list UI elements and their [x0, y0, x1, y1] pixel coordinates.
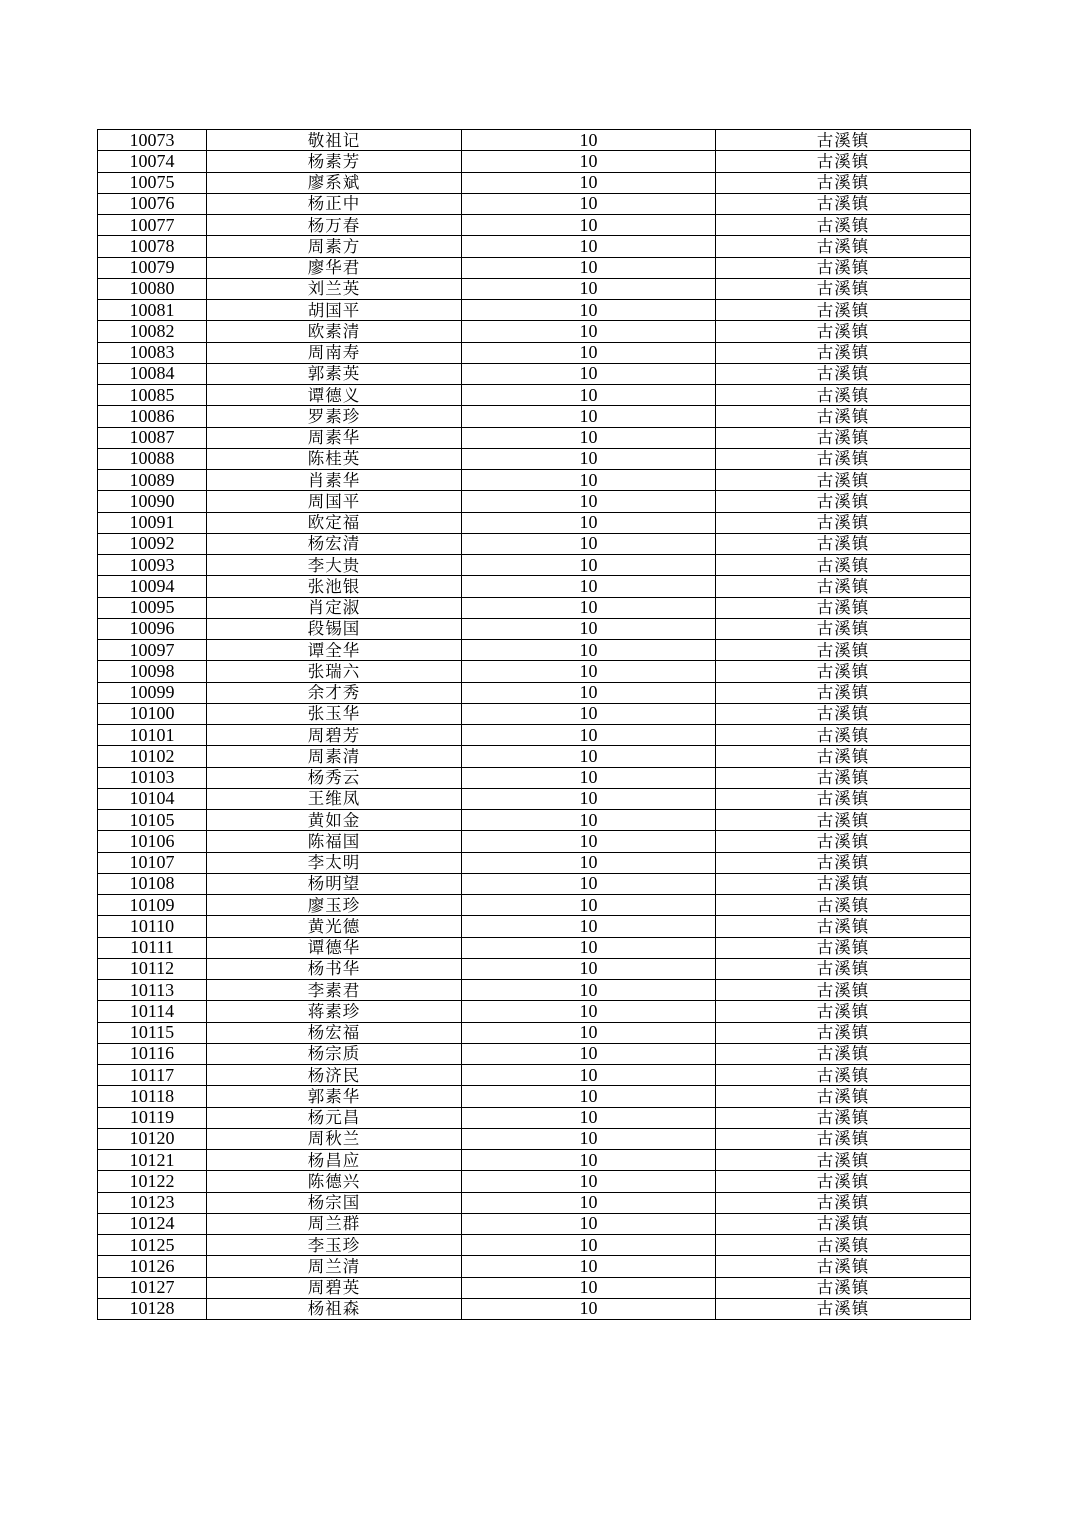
table-row	[98, 725, 971, 746]
name-cell: 陈德兴	[207, 1171, 462, 1192]
name-cell: 周碧英	[207, 1277, 462, 1298]
name-cell: 张池银	[207, 576, 462, 597]
name-cell: 杨正中	[207, 193, 462, 214]
name-cell: 黄光德	[207, 916, 462, 937]
name-cell: 罗素珍	[207, 406, 462, 427]
town-cell: 古溪镇	[716, 236, 971, 257]
name-cell: 周兰群	[207, 1213, 462, 1234]
table-row	[98, 916, 971, 937]
table-row	[98, 597, 971, 618]
name-cell: 王维凤	[207, 788, 462, 809]
town-cell: 古溪镇	[716, 555, 971, 576]
table-row	[98, 852, 971, 873]
amount-cell: 10	[462, 576, 716, 597]
table-row	[98, 257, 971, 278]
amount-cell: 10	[462, 873, 716, 894]
record-id-cell: 10107	[98, 852, 207, 873]
record-id-cell: 10098	[98, 661, 207, 682]
amount-cell: 10	[462, 130, 716, 151]
amount-cell: 10	[462, 172, 716, 193]
table-row	[98, 831, 971, 852]
town-cell: 古溪镇	[716, 1065, 971, 1086]
amount-cell: 10	[462, 555, 716, 576]
record-id-cell: 10088	[98, 448, 207, 469]
town-cell: 古溪镇	[716, 1171, 971, 1192]
name-cell: 肖素华	[207, 470, 462, 491]
table-row	[98, 385, 971, 406]
name-cell: 杨宗质	[207, 1043, 462, 1064]
table-row	[98, 1128, 971, 1149]
amount-cell: 10	[462, 321, 716, 342]
town-cell: 古溪镇	[716, 576, 971, 597]
name-cell: 杨宏清	[207, 533, 462, 554]
town-cell: 古溪镇	[716, 172, 971, 193]
record-id-cell: 10105	[98, 810, 207, 831]
name-cell: 杨昌应	[207, 1150, 462, 1171]
record-id-cell: 10101	[98, 725, 207, 746]
record-id-cell: 10126	[98, 1256, 207, 1277]
record-id-cell: 10073	[98, 130, 207, 151]
table-row	[98, 937, 971, 958]
town-cell: 古溪镇	[716, 321, 971, 342]
amount-cell: 10	[462, 533, 716, 554]
town-cell: 古溪镇	[716, 873, 971, 894]
town-cell: 古溪镇	[716, 1235, 971, 1256]
table-row	[98, 342, 971, 363]
town-cell: 古溪镇	[716, 916, 971, 937]
name-cell: 余才秀	[207, 682, 462, 703]
record-id-cell: 10078	[98, 236, 207, 257]
name-cell: 廖玉珍	[207, 895, 462, 916]
table-row	[98, 810, 971, 831]
town-cell: 古溪镇	[716, 491, 971, 512]
record-id-cell: 10099	[98, 682, 207, 703]
record-id-cell: 10106	[98, 831, 207, 852]
record-id-cell: 10091	[98, 512, 207, 533]
amount-cell: 10	[462, 1150, 716, 1171]
amount-cell: 10	[462, 1171, 716, 1192]
record-id-cell: 10081	[98, 300, 207, 321]
name-cell: 周兰清	[207, 1256, 462, 1277]
table-row	[98, 406, 971, 427]
table-row	[98, 980, 971, 1001]
town-cell: 古溪镇	[716, 448, 971, 469]
record-id-cell: 10122	[98, 1171, 207, 1192]
record-id-cell: 10083	[98, 342, 207, 363]
table-row	[98, 151, 971, 172]
name-cell: 周素方	[207, 236, 462, 257]
record-id-cell: 10119	[98, 1107, 207, 1128]
name-cell: 周秋兰	[207, 1128, 462, 1149]
amount-cell: 10	[462, 342, 716, 363]
table-row	[98, 788, 971, 809]
table-row	[98, 1150, 971, 1171]
table-row	[98, 1277, 971, 1298]
record-id-cell: 10110	[98, 916, 207, 937]
town-cell: 古溪镇	[716, 512, 971, 533]
amount-cell: 10	[462, 1001, 716, 1022]
town-cell: 古溪镇	[716, 1277, 971, 1298]
amount-cell: 10	[462, 1107, 716, 1128]
name-cell: 周素华	[207, 427, 462, 448]
town-cell: 古溪镇	[716, 278, 971, 299]
town-cell: 古溪镇	[716, 1022, 971, 1043]
name-cell: 张瑞六	[207, 661, 462, 682]
amount-cell: 10	[462, 895, 716, 916]
table-row	[98, 491, 971, 512]
amount-cell: 10	[462, 640, 716, 661]
amount-cell: 10	[462, 512, 716, 533]
table-row	[98, 1256, 971, 1277]
record-id-cell: 10086	[98, 406, 207, 427]
table-row	[98, 873, 971, 894]
record-id-cell: 10116	[98, 1043, 207, 1064]
record-id-cell: 10118	[98, 1086, 207, 1107]
town-cell: 古溪镇	[716, 151, 971, 172]
table-row	[98, 618, 971, 639]
name-cell: 蒋素珍	[207, 1001, 462, 1022]
record-id-cell: 10109	[98, 895, 207, 916]
table-row	[98, 533, 971, 554]
name-cell: 杨明望	[207, 873, 462, 894]
amount-cell: 10	[462, 193, 716, 214]
record-id-cell: 10095	[98, 597, 207, 618]
town-cell: 古溪镇	[716, 895, 971, 916]
town-cell: 古溪镇	[716, 1128, 971, 1149]
record-id-cell: 10074	[98, 151, 207, 172]
table-row	[98, 1235, 971, 1256]
town-cell: 古溪镇	[716, 193, 971, 214]
record-id-cell: 10127	[98, 1277, 207, 1298]
record-id-cell: 10113	[98, 980, 207, 1001]
table-row	[98, 661, 971, 682]
amount-cell: 10	[462, 448, 716, 469]
name-cell: 欧定福	[207, 512, 462, 533]
name-cell: 杨宗国	[207, 1192, 462, 1213]
table-row	[98, 448, 971, 469]
record-id-cell: 10084	[98, 363, 207, 384]
name-cell: 陈桂英	[207, 448, 462, 469]
amount-cell: 10	[462, 236, 716, 257]
record-id-cell: 10093	[98, 555, 207, 576]
town-cell: 古溪镇	[716, 618, 971, 639]
amount-cell: 10	[462, 1256, 716, 1277]
amount-cell: 10	[462, 788, 716, 809]
amount-cell: 10	[462, 491, 716, 512]
town-cell: 古溪镇	[716, 1150, 971, 1171]
record-id-cell: 10104	[98, 788, 207, 809]
town-cell: 古溪镇	[716, 1086, 971, 1107]
amount-cell: 10	[462, 661, 716, 682]
record-id-cell: 10076	[98, 193, 207, 214]
record-id-cell: 10085	[98, 385, 207, 406]
name-cell: 李素君	[207, 980, 462, 1001]
record-id-cell: 10092	[98, 533, 207, 554]
amount-cell: 10	[462, 406, 716, 427]
name-cell: 刘兰英	[207, 278, 462, 299]
name-cell: 廖华君	[207, 257, 462, 278]
table-row	[98, 767, 971, 788]
record-id-cell: 10080	[98, 278, 207, 299]
table-row	[98, 703, 971, 724]
record-id-cell: 10087	[98, 427, 207, 448]
amount-cell: 10	[462, 215, 716, 236]
amount-cell: 10	[462, 703, 716, 724]
table-row	[98, 130, 971, 151]
amount-cell: 10	[462, 767, 716, 788]
table-row	[98, 1298, 971, 1319]
table-row	[98, 958, 971, 979]
table-row	[98, 1043, 971, 1064]
record-id-cell: 10121	[98, 1150, 207, 1171]
record-id-cell: 10075	[98, 172, 207, 193]
name-cell: 张玉华	[207, 703, 462, 724]
record-id-cell: 10102	[98, 746, 207, 767]
name-cell: 敬祖记	[207, 130, 462, 151]
table-row	[98, 363, 971, 384]
town-cell: 古溪镇	[716, 980, 971, 1001]
table-row	[98, 555, 971, 576]
record-id-cell: 10089	[98, 470, 207, 491]
roster-body	[98, 130, 971, 1320]
town-cell: 古溪镇	[716, 1256, 971, 1277]
record-id-cell: 10112	[98, 958, 207, 979]
table-row	[98, 193, 971, 214]
name-cell: 杨素芳	[207, 151, 462, 172]
name-cell: 杨祖森	[207, 1298, 462, 1319]
name-cell: 李太明	[207, 852, 462, 873]
name-cell: 周碧芳	[207, 725, 462, 746]
record-id-cell: 10082	[98, 321, 207, 342]
town-cell: 古溪镇	[716, 300, 971, 321]
name-cell: 李大贵	[207, 555, 462, 576]
amount-cell: 10	[462, 278, 716, 299]
name-cell: 谭德义	[207, 385, 462, 406]
amount-cell: 10	[462, 746, 716, 767]
record-id-cell: 10097	[98, 640, 207, 661]
table-row	[98, 278, 971, 299]
table-row	[98, 895, 971, 916]
record-id-cell: 10103	[98, 767, 207, 788]
town-cell: 古溪镇	[716, 597, 971, 618]
amount-cell: 10	[462, 151, 716, 172]
name-cell: 杨书华	[207, 958, 462, 979]
town-cell: 古溪镇	[716, 725, 971, 746]
amount-cell: 10	[462, 852, 716, 873]
record-id-cell: 10125	[98, 1235, 207, 1256]
amount-cell: 10	[462, 831, 716, 852]
record-id-cell: 10111	[98, 937, 207, 958]
name-cell: 杨元昌	[207, 1107, 462, 1128]
record-id-cell: 10124	[98, 1213, 207, 1234]
amount-cell: 10	[462, 810, 716, 831]
record-id-cell: 10100	[98, 703, 207, 724]
table-row	[98, 640, 971, 661]
amount-cell: 10	[462, 1235, 716, 1256]
name-cell: 郭素英	[207, 363, 462, 384]
record-id-cell: 10077	[98, 215, 207, 236]
town-cell: 古溪镇	[716, 958, 971, 979]
amount-cell: 10	[462, 937, 716, 958]
record-id-cell: 10094	[98, 576, 207, 597]
town-cell: 古溪镇	[716, 385, 971, 406]
town-cell: 古溪镇	[716, 257, 971, 278]
town-cell: 古溪镇	[716, 1001, 971, 1022]
town-cell: 古溪镇	[716, 342, 971, 363]
record-id-cell: 10117	[98, 1065, 207, 1086]
amount-cell: 10	[462, 1086, 716, 1107]
amount-cell: 10	[462, 725, 716, 746]
amount-cell: 10	[462, 257, 716, 278]
amount-cell: 10	[462, 363, 716, 384]
record-id-cell: 10090	[98, 491, 207, 512]
name-cell: 肖定淑	[207, 597, 462, 618]
amount-cell: 10	[462, 1043, 716, 1064]
town-cell: 古溪镇	[716, 406, 971, 427]
amount-cell: 10	[462, 1065, 716, 1086]
amount-cell: 10	[462, 427, 716, 448]
town-cell: 古溪镇	[716, 767, 971, 788]
amount-cell: 10	[462, 980, 716, 1001]
table-row	[98, 1001, 971, 1022]
town-cell: 古溪镇	[716, 746, 971, 767]
name-cell: 杨宏福	[207, 1022, 462, 1043]
town-cell: 古溪镇	[716, 130, 971, 151]
town-cell: 古溪镇	[716, 810, 971, 831]
town-cell: 古溪镇	[716, 937, 971, 958]
name-cell: 谭德华	[207, 937, 462, 958]
name-cell: 杨秀云	[207, 767, 462, 788]
amount-cell: 10	[462, 597, 716, 618]
town-cell: 古溪镇	[716, 470, 971, 491]
table-row	[98, 1192, 971, 1213]
amount-cell: 10	[462, 385, 716, 406]
name-cell: 黄如金	[207, 810, 462, 831]
amount-cell: 10	[462, 1128, 716, 1149]
name-cell: 杨济民	[207, 1065, 462, 1086]
table-row	[98, 470, 971, 491]
name-cell: 周国平	[207, 491, 462, 512]
record-id-cell: 10128	[98, 1298, 207, 1319]
name-cell: 谭全华	[207, 640, 462, 661]
town-cell: 古溪镇	[716, 1298, 971, 1319]
town-cell: 古溪镇	[716, 1107, 971, 1128]
town-cell: 古溪镇	[716, 703, 971, 724]
name-cell: 郭素华	[207, 1086, 462, 1107]
town-cell: 古溪镇	[716, 1213, 971, 1234]
table-row	[98, 1086, 971, 1107]
record-id-cell: 10120	[98, 1128, 207, 1149]
amount-cell: 10	[462, 1298, 716, 1319]
table-row	[98, 746, 971, 767]
record-id-cell: 10114	[98, 1001, 207, 1022]
town-cell: 古溪镇	[716, 788, 971, 809]
table-row	[98, 1213, 971, 1234]
table-row	[98, 1171, 971, 1192]
table-row	[98, 300, 971, 321]
town-cell: 古溪镇	[716, 852, 971, 873]
amount-cell: 10	[462, 618, 716, 639]
name-cell: 李玉珍	[207, 1235, 462, 1256]
town-cell: 古溪镇	[716, 363, 971, 384]
amount-cell: 10	[462, 1277, 716, 1298]
table-row	[98, 427, 971, 448]
table-row	[98, 172, 971, 193]
amount-cell: 10	[462, 1022, 716, 1043]
amount-cell: 10	[462, 300, 716, 321]
name-cell: 欧素清	[207, 321, 462, 342]
amount-cell: 10	[462, 470, 716, 491]
town-cell: 古溪镇	[716, 831, 971, 852]
record-id-cell: 10096	[98, 618, 207, 639]
town-cell: 古溪镇	[716, 215, 971, 236]
name-cell: 廖系斌	[207, 172, 462, 193]
name-cell: 陈福国	[207, 831, 462, 852]
town-cell: 古溪镇	[716, 1192, 971, 1213]
town-cell: 古溪镇	[716, 427, 971, 448]
table-row	[98, 321, 971, 342]
table-row	[98, 1107, 971, 1128]
table-row	[98, 576, 971, 597]
record-id-cell: 10123	[98, 1192, 207, 1213]
roster-table	[97, 129, 971, 1320]
name-cell: 杨万春	[207, 215, 462, 236]
table-row	[98, 682, 971, 703]
amount-cell: 10	[462, 1192, 716, 1213]
record-id-cell: 10115	[98, 1022, 207, 1043]
table-row	[98, 512, 971, 533]
town-cell: 古溪镇	[716, 661, 971, 682]
amount-cell: 10	[462, 682, 716, 703]
name-cell: 段锡国	[207, 618, 462, 639]
amount-cell: 10	[462, 1213, 716, 1234]
table-row	[98, 1022, 971, 1043]
record-id-cell: 10079	[98, 257, 207, 278]
town-cell: 古溪镇	[716, 682, 971, 703]
amount-cell: 10	[462, 916, 716, 937]
table-row	[98, 1065, 971, 1086]
name-cell: 周素清	[207, 746, 462, 767]
record-id-cell: 10108	[98, 873, 207, 894]
name-cell: 周南寿	[207, 342, 462, 363]
amount-cell: 10	[462, 958, 716, 979]
table-row	[98, 215, 971, 236]
town-cell: 古溪镇	[716, 533, 971, 554]
town-cell: 古溪镇	[716, 1043, 971, 1064]
name-cell: 胡国平	[207, 300, 462, 321]
table-row	[98, 236, 971, 257]
town-cell: 古溪镇	[716, 640, 971, 661]
